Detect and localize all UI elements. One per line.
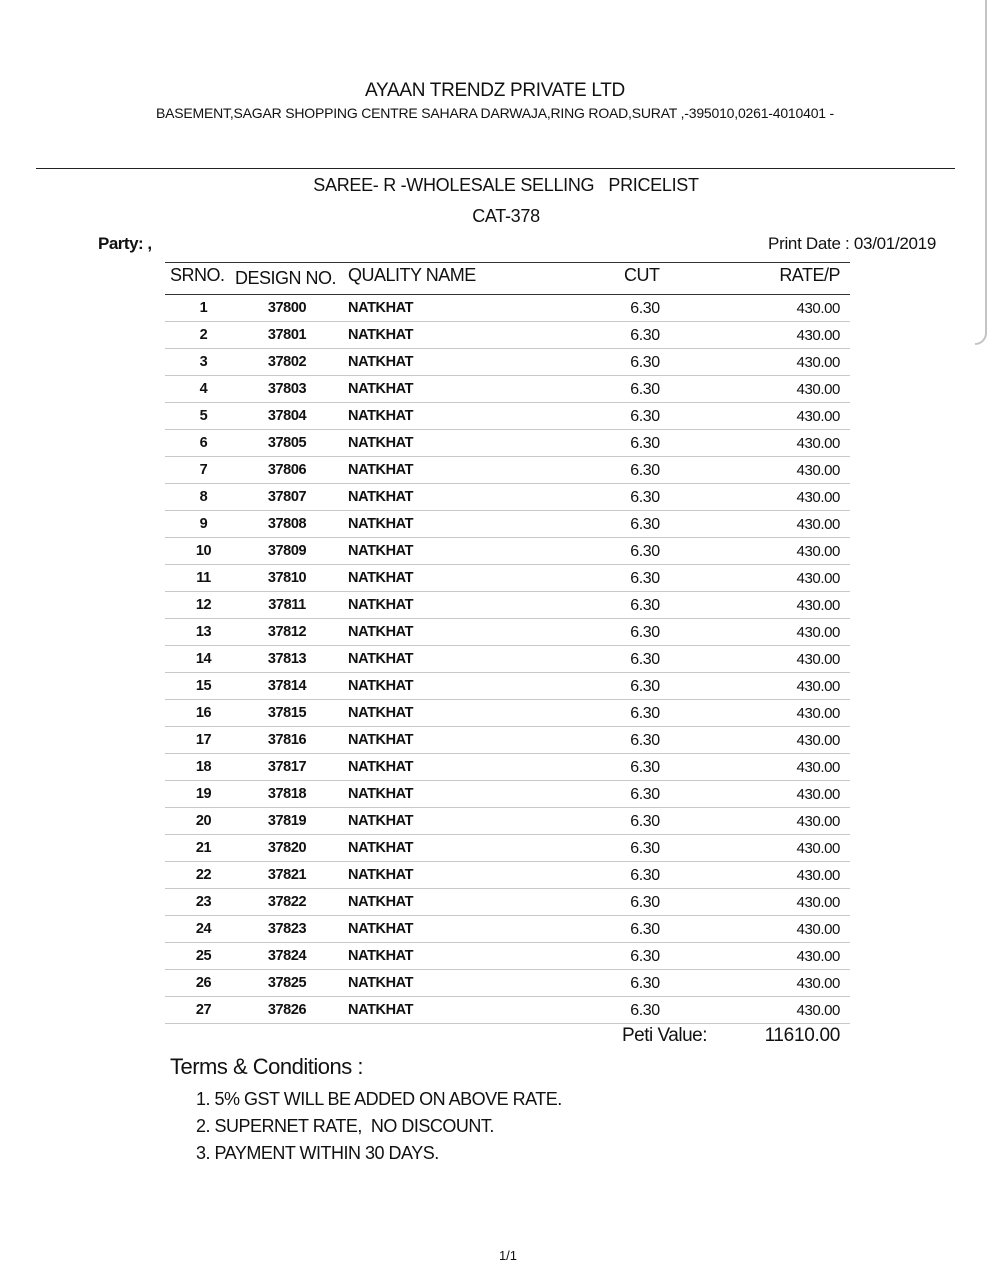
cut-cell: 6.30 [630,921,660,938]
cut-cell: 6.30 [630,570,660,587]
design-no-cell: 37806 [267,462,307,478]
rate-cell: 430.00 [796,354,840,371]
design-no-cell: 37816 [267,732,307,748]
table-row [165,430,850,457]
cut-cell: 6.30 [630,840,660,857]
rate-cell: 430.00 [796,813,840,830]
srno-cell: 7 [199,462,208,478]
design-no-cell: 37805 [267,435,307,451]
srno-cell: 11 [196,570,211,586]
quality-name-cell: NATKHAT [348,840,414,856]
company-name: AYAAN TRENDZ PRIVATE LTD [365,80,625,101]
table-row [165,565,850,592]
design-no-cell: 37800 [267,300,307,316]
srno-cell: 4 [199,381,208,397]
cut-cell: 6.30 [630,408,660,425]
design-no-cell: 37825 [267,975,307,991]
design-no-cell: 37807 [267,489,307,505]
design-no-cell: 37801 [267,327,307,343]
peti-value-label: Peti Value: [622,1025,707,1046]
rate-cell: 430.00 [796,840,840,857]
column-header-rate: RATE/P [779,265,840,285]
quality-name-cell: NATKHAT [348,705,414,721]
design-no-cell: 37804 [267,408,307,424]
rate-cell: 430.00 [796,894,840,911]
quality-name-cell: NATKHAT [348,921,414,937]
cut-cell: 6.30 [630,867,660,884]
rate-cell: 430.00 [796,327,840,344]
page-number: 1/1 [498,1248,518,1263]
table-row [165,727,850,754]
cut-cell: 6.30 [630,300,660,317]
table-row [165,916,850,943]
cut-cell: 6.30 [630,597,660,614]
rate-cell: 430.00 [796,300,840,317]
table-row [165,538,850,565]
quality-name-cell: NATKHAT [348,408,414,424]
design-no-cell: 37812 [267,624,307,640]
cut-cell: 6.30 [630,354,660,371]
table-row [165,619,850,646]
table-row [165,322,850,349]
quality-name-cell: NATKHAT [348,381,414,397]
quality-name-cell: NATKHAT [348,435,414,451]
rate-cell: 430.00 [796,543,840,560]
quality-name-cell: NATKHAT [348,489,414,505]
quality-name-cell: NATKHAT [348,732,414,748]
design-no-cell: 37819 [267,813,307,829]
srno-cell: 17 [195,732,212,748]
srno-cell: 3 [199,354,208,370]
cut-cell: 6.30 [630,489,660,506]
cut-cell: 6.30 [630,1002,660,1019]
header-divider [36,168,955,169]
srno-cell: 21 [195,840,212,856]
term-item: 1. 5% GST WILL BE ADDED ON ABOVE RATE. [196,1089,562,1109]
design-no-cell: 37818 [267,786,307,802]
design-no-cell: 37826 [267,1002,307,1018]
term-item: 3. PAYMENT WITHIN 30 DAYS. [196,1143,439,1163]
quality-name-cell: NATKHAT [348,462,414,478]
table-row [165,349,850,376]
table-row [165,889,850,916]
srno-cell: 12 [195,597,212,613]
cut-cell: 6.30 [630,381,660,398]
srno-cell: 6 [199,435,208,451]
quality-name-cell: NATKHAT [348,543,414,559]
cut-cell: 6.30 [630,948,660,965]
table-row [165,403,850,430]
quality-name-cell: NATKHAT [348,867,414,883]
rate-cell: 430.00 [796,759,840,776]
table-row [165,511,850,538]
design-no-cell: 37803 [267,381,307,397]
table-row [165,835,850,862]
rate-cell: 430.00 [796,732,840,749]
design-no-cell: 37802 [267,354,307,370]
srno-cell: 18 [195,759,212,775]
design-no-cell: 37809 [267,543,307,559]
cut-cell: 6.30 [630,813,660,830]
design-no-cell: 37811 [268,597,306,613]
quality-name-cell: NATKHAT [348,894,414,910]
rate-cell: 430.00 [796,921,840,938]
srno-cell: 1 [199,300,208,316]
rate-cell: 430.00 [796,624,840,641]
rate-cell: 430.00 [796,786,840,803]
cut-cell: 6.30 [630,516,660,533]
rate-cell: 430.00 [796,867,840,884]
pricelist-table [165,262,850,1024]
rate-cell: 430.00 [796,651,840,668]
rate-cell: 430.00 [796,462,840,479]
table-body [165,295,850,1024]
column-header-design-no: DESIGN NO. [235,268,337,288]
quality-name-cell: NATKHAT [348,570,414,586]
cut-cell: 6.30 [630,327,660,344]
srno-cell: 5 [199,408,208,424]
cut-cell: 6.30 [630,435,660,452]
rate-cell: 430.00 [796,975,840,992]
rate-cell: 430.00 [796,678,840,695]
party-label: Party: , [98,234,152,253]
design-no-cell: 37814 [267,678,307,694]
srno-cell: 25 [195,948,212,964]
cut-cell: 6.30 [630,543,660,560]
scrollbar[interactable] [975,0,987,345]
table-row [165,781,850,808]
srno-cell: 13 [195,624,212,640]
quality-name-cell: NATKHAT [348,948,414,964]
term-item: 2. SUPERNET RATE, NO DISCOUNT. [196,1116,494,1136]
table-row [165,295,850,322]
design-no-cell: 37808 [267,516,307,532]
terms-list [196,1086,562,1167]
cut-cell: 6.30 [630,651,660,668]
rate-cell: 430.00 [796,570,840,587]
cut-cell: 6.30 [630,975,660,992]
srno-cell: 8 [199,489,208,505]
table-row [165,997,850,1024]
design-no-cell: 37817 [267,759,307,775]
quality-name-cell: NATKHAT [348,1002,414,1018]
table-row [165,673,850,700]
quality-name-cell: NATKHAT [348,327,414,343]
table-row [165,484,850,511]
rate-cell: 430.00 [796,408,840,425]
design-no-cell: 37810 [267,570,307,586]
rate-cell: 430.00 [796,381,840,398]
srno-cell: 16 [195,705,212,721]
srno-cell: 24 [195,921,212,937]
design-no-cell: 37824 [267,948,307,964]
table-row [165,646,850,673]
rate-cell: 430.00 [796,489,840,506]
table-row [165,700,850,727]
srno-cell: 19 [195,786,212,802]
terms-title: Terms & Conditions : [170,1054,363,1079]
design-no-cell: 37821 [267,867,307,883]
print-date: Print Date : 03/01/2019 [768,234,936,253]
design-no-cell: 37813 [267,651,307,667]
cut-cell: 6.30 [630,894,660,911]
quality-name-cell: NATKHAT [348,624,414,640]
cut-cell: 6.30 [630,705,660,722]
company-address: BASEMENT,SAGAR SHOPPING CENTRE SAHARA DARWAJA,RING ROAD,SURAT ,-395010,0261-4010401 - [155,105,835,121]
rate-cell: 430.00 [796,516,840,533]
srno-cell: 2 [199,327,208,343]
rate-cell: 430.00 [796,705,840,722]
srno-cell: 20 [195,813,212,829]
table-row [165,862,850,889]
rate-cell: 430.00 [796,435,840,452]
cut-cell: 6.30 [630,624,660,641]
quality-name-cell: NATKHAT [348,651,414,667]
quality-name-cell: NATKHAT [348,975,414,991]
table-row [165,943,850,970]
quality-name-cell: NATKHAT [348,300,414,316]
rate-cell: 430.00 [796,948,840,965]
quality-name-cell: NATKHAT [348,678,414,694]
srno-cell: 9 [199,516,208,532]
peti-value-amount: 11610.00 [764,1025,840,1046]
catalog-number: CAT-378 [472,206,540,226]
table-row [165,754,850,781]
srno-cell: 10 [195,543,212,559]
design-no-cell: 37823 [267,921,307,937]
quality-name-cell: NATKHAT [348,597,414,613]
table-row [165,457,850,484]
table-row [165,592,850,619]
column-header-srno: SRNO. [170,265,225,285]
cut-cell: 6.30 [630,462,660,479]
quality-name-cell: NATKHAT [348,759,414,775]
quality-name-cell: NATKHAT [348,786,414,802]
rate-cell: 430.00 [796,597,840,614]
srno-cell: 27 [195,1002,212,1018]
srno-cell: 15 [195,678,212,694]
table-row [165,970,850,997]
srno-cell: 23 [195,894,212,910]
quality-name-cell: NATKHAT [348,354,414,370]
table-row [165,808,850,835]
quality-name-cell: NATKHAT [348,813,414,829]
srno-cell: 22 [195,867,212,883]
cut-cell: 6.30 [630,678,660,695]
table-row [165,376,850,403]
design-no-cell: 37820 [267,840,307,856]
table-header [165,263,850,295]
srno-cell: 26 [195,975,212,991]
rate-cell: 430.00 [796,1002,840,1019]
column-header-cut: CUT [624,265,660,285]
cut-cell: 6.30 [630,759,660,776]
cut-cell: 6.30 [630,786,660,803]
quality-name-cell: NATKHAT [348,516,414,532]
design-no-cell: 37822 [267,894,307,910]
srno-cell: 14 [195,651,212,667]
design-no-cell: 37815 [267,705,307,721]
cut-cell: 6.30 [630,732,660,749]
document-title: SAREE- R -WHOLESALE SELLING PRICELIST [313,175,699,195]
column-header-quality-name: QUALITY NAME [348,265,476,285]
